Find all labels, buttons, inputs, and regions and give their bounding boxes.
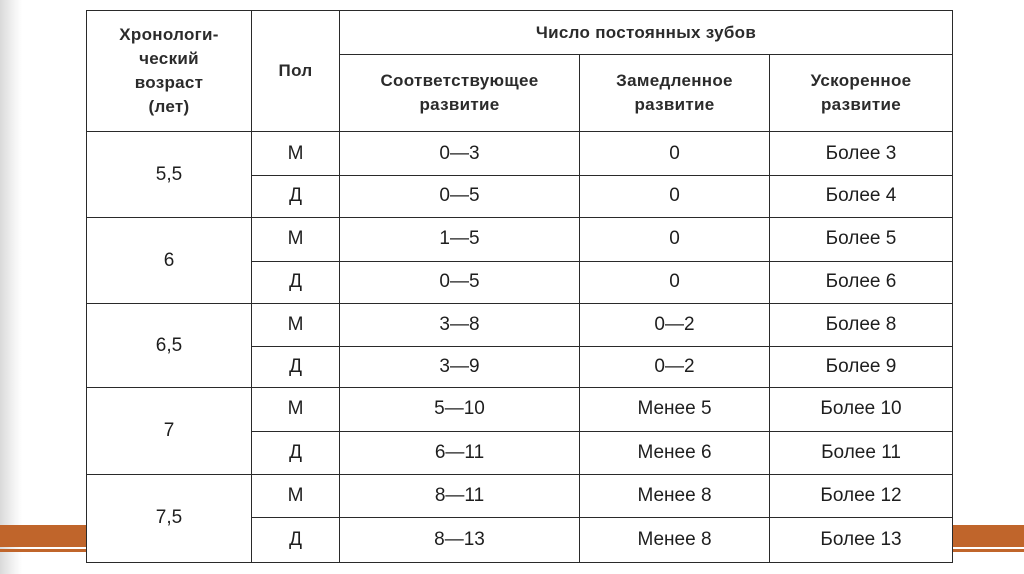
sex-cell: М	[252, 132, 340, 175]
slow-cell: 0—2	[580, 346, 770, 387]
sex-cell: Д	[252, 518, 340, 563]
header-age-line2: ческий	[139, 49, 199, 69]
header-normal	[340, 55, 580, 132]
fast-cell: Более 13	[770, 518, 953, 563]
fast-cell: Более 8	[770, 304, 953, 346]
accent-bar-right	[950, 525, 1024, 547]
sex-cell: М	[252, 218, 340, 261]
slow-cell: Менее 6	[580, 431, 770, 474]
slide-left-shadow	[0, 0, 22, 574]
header-normal-line1: Соответствующее	[380, 71, 539, 91]
normal-cell: 0—5	[340, 175, 580, 217]
header-normal-line2: развитие	[419, 95, 500, 115]
header-slow-line1: Замедленное	[616, 71, 733, 91]
accent-line-right	[950, 549, 1024, 552]
fast-cell: Более 9	[770, 346, 953, 387]
header-fast-line2: развитие	[820, 95, 902, 115]
normal-cell: 1—5	[340, 218, 580, 261]
fast-cell: Более 11	[770, 431, 953, 474]
slow-cell: Менее 8	[580, 474, 770, 517]
fast-cell: Более 5	[770, 218, 953, 261]
slow-cell: 0	[580, 218, 770, 261]
normal-cell: 8—13	[340, 518, 580, 563]
sex-cell: Д	[252, 261, 340, 303]
sex-cell: Д	[252, 431, 340, 474]
age-cell: 6	[87, 218, 252, 304]
header-age-line1: Хронологи-	[119, 25, 219, 45]
fast-cell: Более 10	[770, 388, 953, 431]
sex-cell: М	[252, 474, 340, 517]
age-cell: 7,5	[87, 474, 252, 562]
fast-cell: Более 4	[770, 175, 953, 217]
header-teeth-group: Число постоянных зубов	[340, 11, 953, 55]
fast-cell: Более 12	[770, 474, 953, 517]
table-row	[87, 218, 953, 261]
header-fast	[770, 55, 953, 132]
sex-cell: М	[252, 388, 340, 431]
teeth-table	[86, 10, 953, 563]
table-row	[87, 132, 953, 175]
age-cell: 7	[87, 388, 252, 475]
slow-cell: Менее 8	[580, 518, 770, 563]
accent-bar-left	[0, 525, 88, 547]
normal-cell: 6—11	[340, 431, 580, 474]
header-age-line3: возраст	[134, 73, 204, 93]
normal-cell: 5—10	[340, 388, 580, 431]
table-row	[87, 304, 953, 346]
table-row	[87, 474, 953, 517]
header-sex: Пол	[252, 11, 340, 132]
slow-cell: Менее 5	[580, 388, 770, 431]
slow-cell: 0—2	[580, 304, 770, 346]
sex-cell: Д	[252, 346, 340, 387]
fast-cell: Более 6	[770, 261, 953, 303]
age-cell: 5,5	[87, 132, 252, 218]
sex-cell: Д	[252, 175, 340, 217]
normal-cell: 0—3	[340, 132, 580, 175]
header-age-line4: (лет)	[148, 97, 190, 117]
fast-cell: Более 3	[770, 132, 953, 175]
normal-cell: 8—11	[340, 474, 580, 517]
normal-cell: 0—5	[340, 261, 580, 303]
table-row	[87, 388, 953, 431]
header-age	[87, 11, 252, 132]
slow-cell: 0	[580, 132, 770, 175]
normal-cell: 3—8	[340, 304, 580, 346]
header-slow	[580, 55, 770, 132]
header-fast-line1: Ускоренное	[810, 71, 912, 91]
age-cell: 6,5	[87, 304, 252, 388]
sex-cell: М	[252, 304, 340, 346]
accent-line-left	[0, 549, 88, 552]
slow-cell: 0	[580, 175, 770, 217]
header-row-1	[87, 11, 953, 55]
header-slow-line2: развитие	[634, 95, 715, 115]
normal-cell: 3—9	[340, 346, 580, 387]
slow-cell: 0	[580, 261, 770, 303]
